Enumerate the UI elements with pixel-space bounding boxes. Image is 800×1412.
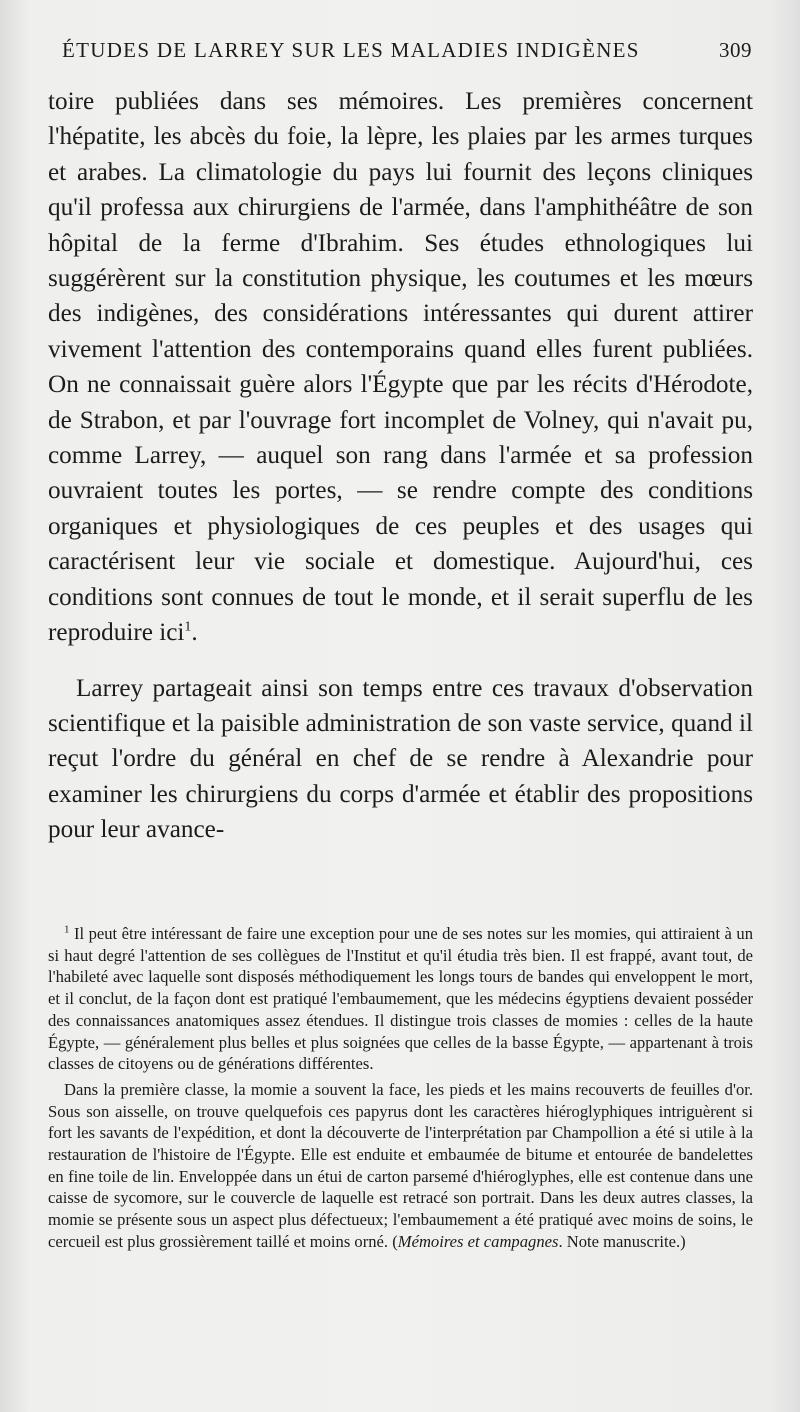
paragraph-2: Larrey partageait ainsi son temps entre ces travaux d'observation scientifique et la paisible administration de son vaste service, quand il reçut l'ordre du général en chef de se rendre à Alexandrie pour examiner les chirurgiens du corps d'armée et établir des propositions pour leur avance-: [48, 674, 753, 844]
footnote-mark: 1: [64, 923, 70, 936]
footnote-source-rest: . Note manuscrite.): [558, 1231, 686, 1251]
footnote-reference: 1: [184, 619, 192, 635]
footnote-2: [48, 1079, 753, 1253]
footnote-1-text: Il peut être intéressant de faire une exception pour une de ses notes sur les momies, qui attiraient à un si haut degré l'attention de ses collègues de l'Institut et qu'il étudia très bien. Il est frappé, avant tout, de l'habileté avec laquelle sont disposés méthodiquement les longs tours de bandes qui enveloppent le mort, et il conclut, de la façon dont est pratiqué l'embaumement, que les médecins égyptiens devaient posséder des connaissances anatomiques assez étendues. Il distingue trois classes de momies : celles de la haute Égypte, — généralement plus belles et plus soignées que celles de la basse Égypte, — appartenant à trois classes de citoyens ou de générations différentes.: [48, 924, 753, 1074]
paragraph-1: toire publiées dans ses mémoires. Les premières concernent l'hépatite, les abcès du foie, la lèpre, les plaies par les armes turques et arabes. La climatologie du pays lui fournit des leçons cliniques qu'il professa aux chirurgiens de l'armée, dans l'amphithéâtre de son hôpital de la ferme d'Ibrahim. Ses études ethnologiques lui suggérèrent sur la constitution physique, les coutumes et les mœurs des indigènes, des considérations intéressantes qui durent attirer vivement l'attention des contemporains quand elles furent publiées. On ne connaissait guère alors l'Égypte que par les récits d'Hérodote, de Strabon, et par l'ouvrage fort incomplet de Volney, qui n'avait pu, comme Larrey, — auquel son rang dans l'armée et sa profession ouvraient toutes les portes, — se rendre compte des conditions organiques et physiologiques de ces peuples et des usages qui caractérisent leur vie sociale et domestique. Aujourd'hui, ces conditions sont connues de tout le monde, et il serait superflu de les reproduire ici$^1$.: [48, 88, 753, 647]
footnote-1: [48, 923, 753, 1075]
footnote-2-text: Dans la première classe, la momie a souvent la face, les pieds et les mains recouverts de feuilles d'or. Sous son aisselle, on trouve quelquefois ces papyrus dont les caractères hiéroglyphiques intriguèrent si fort les savants de l'expédition, et dont la découverte de l'interprétation par Champollion a été si utile à la restauration de l'histoire de l'Égypte. Elle est enduite et embaumée de bitume et entourée de bandelettes en fine toile de lin. Enveloppée dans un étui de carton parsemé d'hiéroglyphes, elle est contenue dans une caisse de sycomore, sur le couvercle de laquelle est retracé son portrait. Dans les deux autres classes, la momie se présente sous un aspect plus défectueux; l'embaumement a été pratiqué avec moins de soins, le cercueil est plus grossièrement taillé et moins orné.: [48, 1079, 753, 1251]
running-title: ÉTUDES DE LARREY SUR LES MALADIES INDIGÈNES: [62, 38, 640, 62]
footnote-source-open: (: [392, 1231, 398, 1251]
page-number: 309: [719, 38, 752, 62]
running-header: [62, 38, 752, 63]
paragraph-1-text: toire publiées dans ses mémoires. Les premières concernent l'hépatite, les abcès du foie, la lèpre, les plaies par les armes turques et arabes. La climatologie du pays lui fournit des leçons cliniques qu'il professa aux chirurgiens de l'armée, dans l'amphithéâtre de son hôpital de la ferme d'Ibrahim. Ses études ethnologiques lui suggérèrent sur la constitution physique, les coutumes et les mœurs des indigènes, des considérations intéressantes qui durent attirer vivement l'attention des contemporains quand elles furent publiées. On ne connaissait guère alors l'Égypte que par les récits d'Hérodote, de Strabon, et par l'ouvrage fort incomplet de Volney, qui n'avait pu, comme Larrey, — auquel son rang dans l'armée et sa profession ouvraient toutes les portes, — se rendre compte des conditions organiques et physiologiques de ces peuples et des usages qui caractérisent leur vie sociale et domestique. Aujourd'hui, ces conditions sont connues de tout le monde, et il serait superflu de les reproduire ici: [48, 88, 753, 647]
footnotes: [48, 923, 753, 1253]
main-text: [48, 84, 753, 848]
footnote-source-title: Mémoires et campagnes: [397, 1231, 559, 1251]
